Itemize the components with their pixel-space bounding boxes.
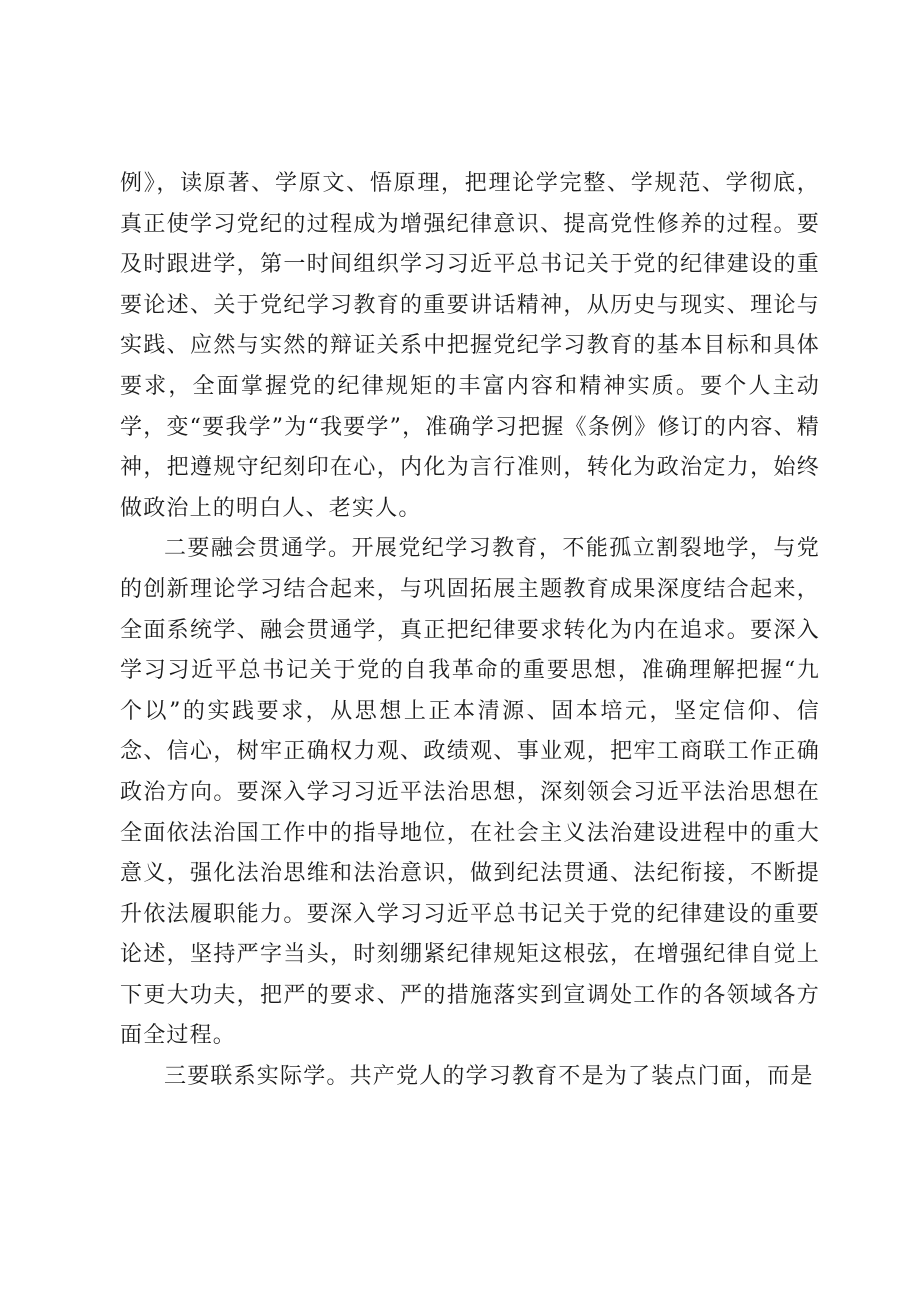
paragraph-1: 例》，读原著、学原文、悟原理，把理论学完整、学规范、学彻底，真正使学习党纪的过程成为增强纪律意识、提高党性修养的过程。要及时跟进学，第一时间组织学习习近平总书记关于党的纪律建设的重要论述、关于党纪学习教育的重要讲话精神，从历史与现实、理论与实践、应然与实然的辩证关系中把握党纪学习教育的基本目标和具体要求，全面掌握党的纪律规矩的丰富内容和精神实质。要个人主动学，变“要我学”为“我要学”，准确学习把握《条例》修订的内容、精神，把遵规守纪刻印在心，内化为言行准则，转化为政治定力，始终做政治上的明白人、老实人。 xyxy=(120,171,820,521)
paragraph-2: 二要融会贯通学。开展党纪学习教育，不能孤立割裂地学，与党的创新理论学习结合起来，与巩固拓展主题教育成果深度结合起来，全面系统学、融会贯通学，真正把纪律要求转化为内在追求。要深入学习习近平总书记关于党的自我革命的重要思想，准确理解把握“九个以”的实践要求，从思想上正本清源、固本培元，坚定信仰、信念、信心，树牢正确权力观、政绩观、事业观，把牢工商联工作正确政治方向。要深入学习习近平法治思想，深刻领会习近平法治思想在全面依法治国工作中的指导地位，在社会主义法治建设进程中的重大意义，强化法治思维和法治意识，做到纪法贯通、法纪衔接，不断提升依法履职能力。要深入学习习近平总书记关于党的纪律建设的重要论述，坚持严字当头，时刻绷紧纪律规矩这根弦，在增强纪律自觉上下更大功夫，把严的要求、严的措施落实到宣调处工作的各领域各方面全过程。 xyxy=(120,536,820,1049)
document-body xyxy=(120,164,820,1098)
paragraph-3: 三要联系实际学。共产党人的学习教育不是为了装点门面，而是 xyxy=(164,1064,814,1090)
